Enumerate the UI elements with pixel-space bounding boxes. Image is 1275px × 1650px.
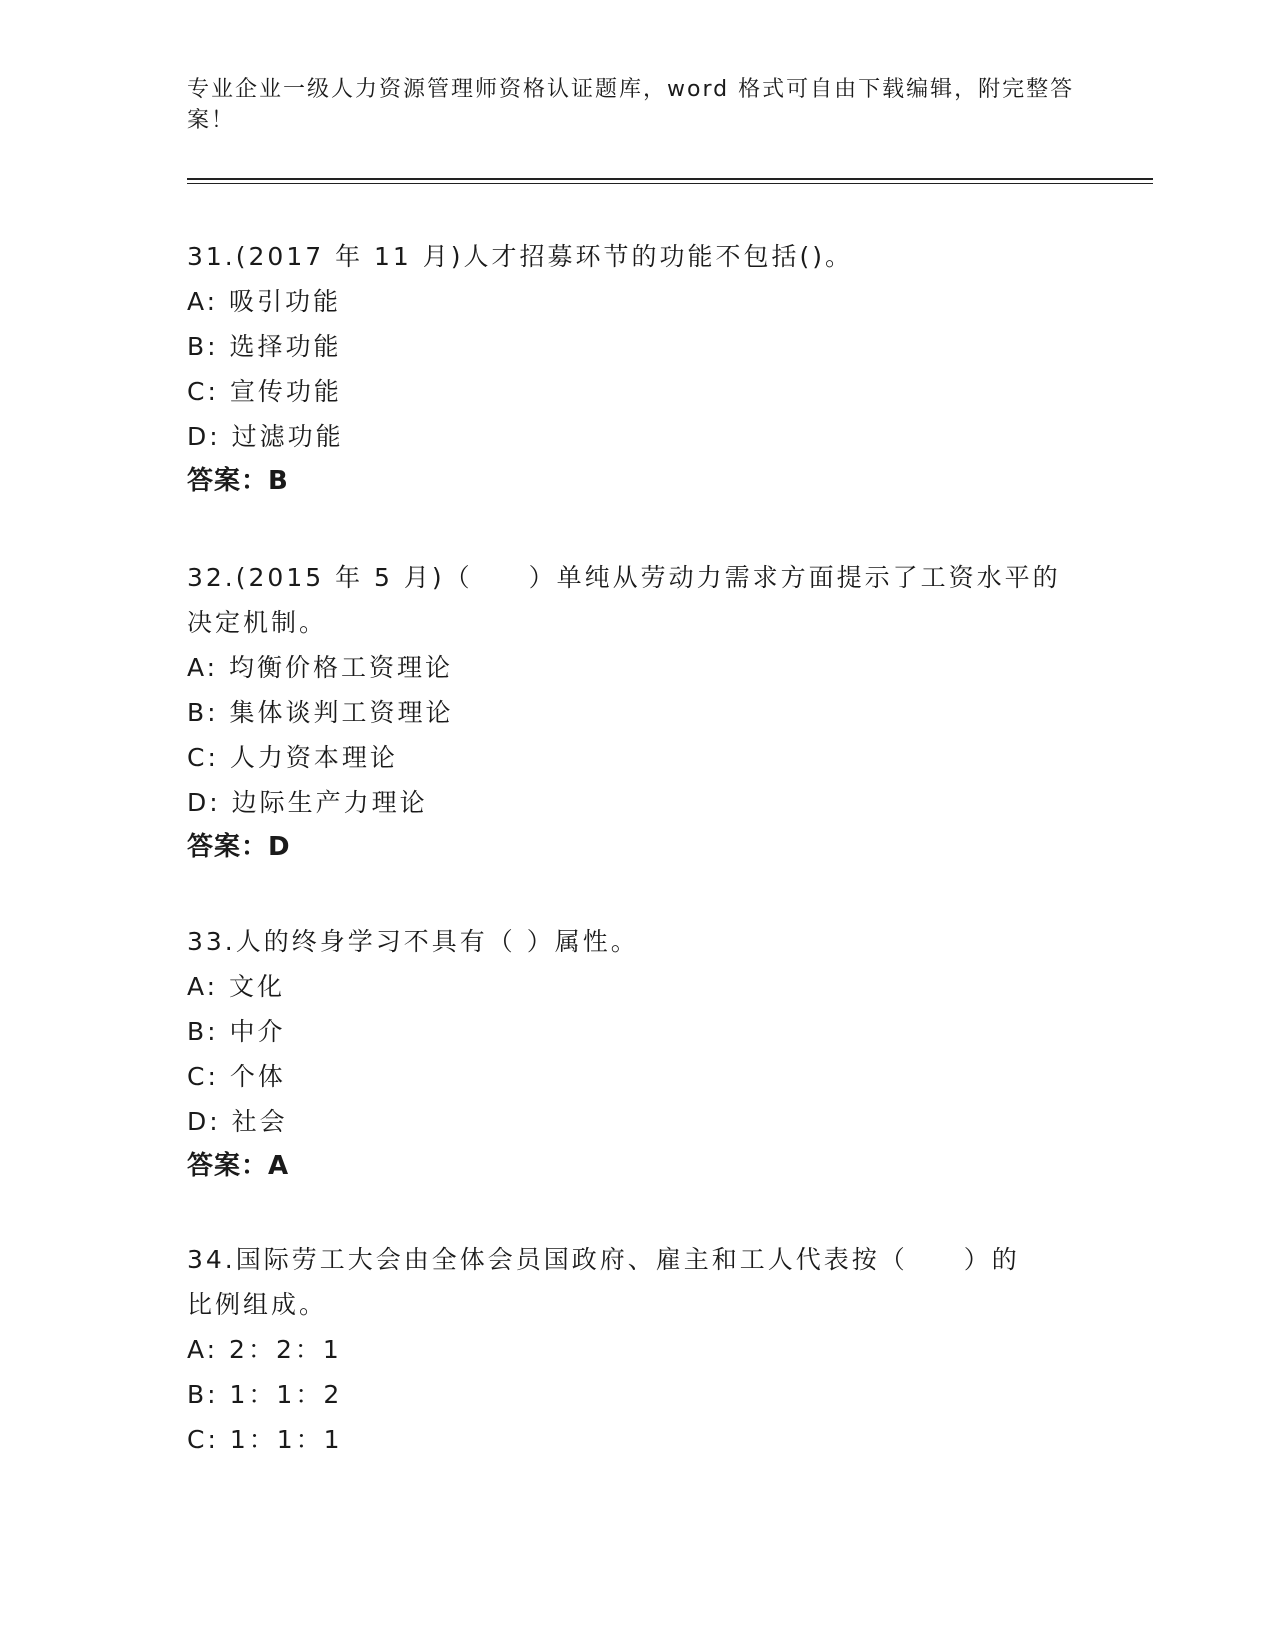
option-d: D: 社会 bbox=[187, 1107, 288, 1136]
option-c: C: 人力资本理论 bbox=[187, 743, 398, 772]
option-c: C: 1：1：1 bbox=[187, 1425, 343, 1454]
question-32 bbox=[187, 555, 1087, 870]
option-c: C: 宣传功能 bbox=[187, 377, 342, 406]
option-a: A: 文化 bbox=[187, 972, 286, 1001]
header-rule-bottom bbox=[187, 183, 1153, 184]
option-b: B: 选择功能 bbox=[187, 332, 342, 361]
document-header: 专业企业一级人力资源管理师资格认证题库，word 格式可自由下载编辑，附完整答案！ bbox=[187, 77, 1075, 133]
option-d: D: 过滤功能 bbox=[187, 422, 344, 451]
question-34 bbox=[187, 1237, 1087, 1462]
header-rule-top bbox=[187, 178, 1153, 180]
option-b: B: 集体谈判工资理论 bbox=[187, 698, 454, 727]
question-stem: 34.国际劳工大会由全体会员国政府、雇主和工人代表按（ ）的比例组成。 bbox=[187, 1245, 1020, 1319]
question-stem: 33.人的终身学习不具有（ ）属性。 bbox=[187, 927, 639, 956]
answer: 答案：D bbox=[187, 832, 291, 862]
option-a: A: 2：2：1 bbox=[187, 1335, 342, 1364]
answer: 答案：B bbox=[187, 466, 289, 496]
question-33 bbox=[187, 919, 1087, 1189]
option-b: B: 1：1：2 bbox=[187, 1380, 343, 1409]
option-c: C: 个体 bbox=[187, 1062, 286, 1091]
question-31 bbox=[187, 234, 1087, 504]
option-a: A: 吸引功能 bbox=[187, 287, 342, 316]
answer: 答案：A bbox=[187, 1151, 290, 1181]
question-stem: 32.(2015 年 5 月)（ ）单纯从劳动力需求方面提示了工资水平的决定机制。 bbox=[187, 563, 1061, 637]
option-b: B: 中介 bbox=[187, 1017, 286, 1046]
question-stem: 31.(2017 年 11 月)人才招募环节的功能不包括()。 bbox=[187, 242, 854, 271]
option-a: A: 均衡价格工资理论 bbox=[187, 653, 454, 682]
option-d: D: 边际生产力理论 bbox=[187, 788, 428, 817]
